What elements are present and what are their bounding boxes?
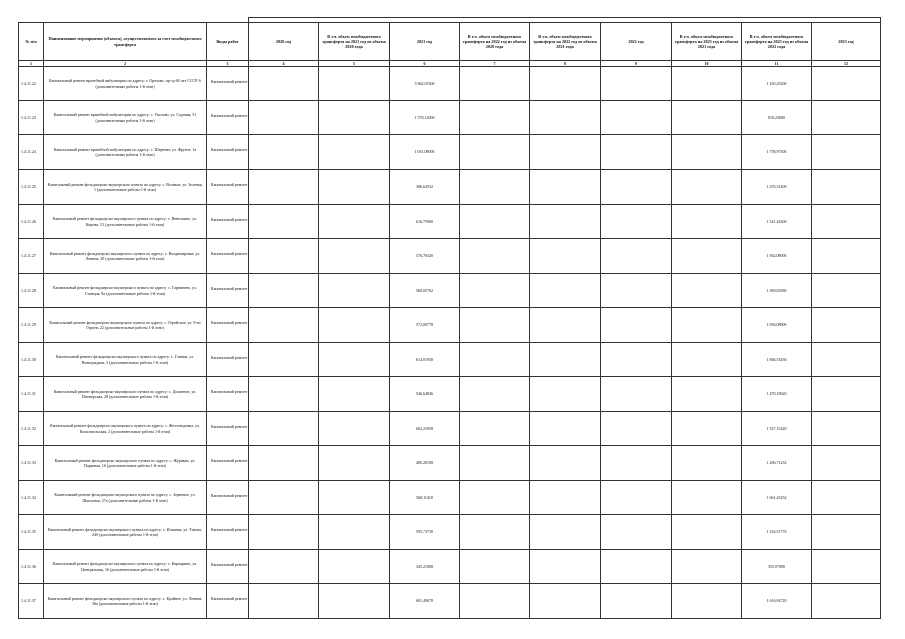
row-number: 1.4.11.32 (19, 412, 44, 446)
table-row (19, 412, 881, 446)
value-col5 (319, 274, 390, 308)
column-header-9: 2022 год (601, 23, 672, 61)
value-2022 (601, 584, 672, 619)
table-row (19, 239, 881, 274)
value-col11: 1 056,08000 (742, 308, 812, 343)
column-header-11: В т.ч. объем межбюджетного трансферта на 2023 год из объема 2022 года (742, 23, 812, 61)
value-col7 (460, 205, 530, 239)
value-2020 (249, 135, 319, 170)
value-col11: 1 758,97300 (742, 135, 812, 170)
value-2021: 595,73730 (390, 515, 460, 550)
value-col10 (672, 101, 742, 135)
row-number: 1.4.11.31 (19, 377, 44, 412)
value-2023 (812, 412, 881, 446)
value-2022 (601, 481, 672, 515)
value-2020 (249, 550, 319, 584)
table-row (19, 481, 881, 515)
value-col7 (460, 274, 530, 308)
value-col5 (319, 412, 390, 446)
value-2022 (601, 308, 672, 343)
value-2023 (812, 446, 881, 481)
table-body (19, 67, 881, 619)
value-col5 (319, 446, 390, 481)
value-2020 (249, 515, 319, 550)
value-2021: 400,20108 (390, 446, 460, 481)
value-col7 (460, 67, 530, 101)
value-col11: 1 527,15420 (742, 412, 812, 446)
work-type: Капитальный ремонт (207, 584, 249, 619)
value-col5 (319, 515, 390, 550)
value-2022 (601, 412, 672, 446)
value-2020 (249, 170, 319, 205)
value-2021: 602,21058 (390, 412, 460, 446)
value-col10 (672, 412, 742, 446)
value-2023 (812, 101, 881, 135)
table-row (19, 170, 881, 205)
value-2020 (249, 239, 319, 274)
value-col10 (672, 67, 742, 101)
value-col10 (672, 170, 742, 205)
value-col10 (672, 481, 742, 515)
value-col10 (672, 239, 742, 274)
table-row (19, 274, 881, 308)
value-col8 (530, 584, 601, 619)
column-number-1: 1 (19, 61, 44, 67)
value-2022 (601, 135, 672, 170)
value-2023 (812, 550, 881, 584)
value-col10 (672, 550, 742, 584)
work-type: Капитальный ремонт (207, 343, 249, 377)
value-col10 (672, 515, 742, 550)
value-col10 (672, 135, 742, 170)
column-number-8: 8 (530, 61, 601, 67)
value-col11: 1 562,08000 (742, 239, 812, 274)
value-col8 (530, 274, 601, 308)
value-2023 (812, 515, 881, 550)
measure-name: Капитальный ремонт фельдшерско-акушерского пункта по адресу: с. Долинное, ул. Пионерская, 28 (дополнительные работы 1-й этап) (44, 377, 207, 412)
row-number: 1.4.11.26 (19, 205, 44, 239)
measure-name: Капитальный ремонт фельдшерско-акушерского пункта по адресу: с. Венелкино, ул. Кирова, 51 (дополнительные работы 1-й этап) (44, 205, 207, 239)
value-2021: 576,76320 (390, 239, 460, 274)
value-2021: 386,64532 (390, 170, 460, 205)
column-header-3: Виды работ (207, 23, 249, 61)
work-type: Капитальный ремонт (207, 101, 249, 135)
value-2022 (601, 101, 672, 135)
column-header-6: 2021 год (390, 23, 460, 61)
table-row (19, 377, 881, 412)
value-col11: 1 541,44300 (742, 205, 812, 239)
value-col5 (319, 135, 390, 170)
work-type: Капитальный ремонт (207, 135, 249, 170)
column-header-1: № п/п (19, 23, 44, 61)
value-col8 (530, 412, 601, 446)
row-number: 1.4.11.24 (19, 135, 44, 170)
value-col8 (530, 101, 601, 135)
row-number: 1.4.11.27 (19, 239, 44, 274)
table-row (19, 135, 881, 170)
column-number-6: 6 (390, 61, 460, 67)
work-type: Капитальный ремонт (207, 446, 249, 481)
value-2021: 572,00778 (390, 308, 460, 343)
column-number-11: 11 (742, 61, 812, 67)
column-header-4: 2020 год (249, 23, 319, 61)
value-col11: 355,07080 (742, 550, 812, 584)
value-col11: 1 846,53436 (742, 343, 812, 377)
value-col8 (530, 205, 601, 239)
value-col11: 1 369,03580 (742, 274, 812, 308)
value-col5 (319, 343, 390, 377)
value-2023 (812, 205, 881, 239)
value-2022 (601, 274, 672, 308)
work-type: Капитальный ремонт (207, 274, 249, 308)
value-col10 (672, 205, 742, 239)
value-2023 (812, 239, 881, 274)
value-2022 (601, 377, 672, 412)
value-col11: 1 616,94720 (742, 584, 812, 619)
value-2020 (249, 205, 319, 239)
measure-name: Капитальный ремонт врачебной амбулатории по адресу: с. Шеремет, ул. Фрунзе, 1а (дополнительные работы 1-й этап) (44, 135, 207, 170)
measure-name: Капитальный ремонт фельдшерско-акушерского пункта по адресу: с. Желтоводовка, ул. Комсомольская, 2 (дополнительные работы 1-й этап) (44, 412, 207, 446)
row-number: 1.4.11.23 (19, 101, 44, 135)
value-2022 (601, 446, 672, 481)
column-header-12: 2023 год (812, 23, 881, 61)
value-col5 (319, 584, 390, 619)
value-col8 (530, 135, 601, 170)
row-number: 1.4.11.22 (19, 67, 44, 101)
value-col10 (672, 584, 742, 619)
value-col5 (319, 101, 390, 135)
value-2020 (249, 274, 319, 308)
value-col5 (319, 550, 390, 584)
table-row (19, 550, 881, 584)
value-col11: 1 165,25200 (742, 67, 812, 101)
column-number-7: 7 (460, 61, 530, 67)
value-2022 (601, 343, 672, 377)
value-2021: 568,11418 (390, 481, 460, 515)
value-2022 (601, 239, 672, 274)
value-col7 (460, 101, 530, 135)
measure-name: Капитальный ремонт фельдшерско-акушерского пункта по адресу: с. Зерновое, ул. Школьная, 27а (дополнительные работы 1-й этап) (44, 481, 207, 515)
table-row (19, 205, 881, 239)
value-col10 (672, 377, 742, 412)
value-2023 (812, 584, 881, 619)
column-number-12: 12 (812, 61, 881, 67)
value-col10 (672, 446, 742, 481)
table-row (19, 101, 881, 135)
value-2020 (249, 412, 319, 446)
value-col5 (319, 205, 390, 239)
value-2021: 616,75900 (390, 205, 460, 239)
value-2023 (812, 377, 881, 412)
column-number-2: 2 (44, 61, 207, 67)
value-col7 (460, 135, 530, 170)
value-col8 (530, 550, 601, 584)
value-col8 (530, 67, 601, 101)
column-header-2: Наименование мероприятия (объекта), осуществляемого за счет межбюджетного трансферта (44, 23, 207, 61)
value-col5 (319, 239, 390, 274)
row-number: 1.4.11.28 (19, 274, 44, 308)
value-col11: 1 661,43252 (742, 481, 812, 515)
row-number: 1.4.11.34 (19, 481, 44, 515)
column-number-3: 3 (207, 61, 249, 67)
value-col11: 1 255,31400 (742, 170, 812, 205)
value-col7 (460, 170, 530, 205)
table-row (19, 67, 881, 101)
value-2022 (601, 550, 672, 584)
value-2023 (812, 481, 881, 515)
row-number: 1.4.11.33 (19, 446, 44, 481)
measure-name: Капитальный ремонт фельдшерско-акушерского пункта по адресу: с. Кирьярино, ул. Центральная, 16 (дополнительные работы 1-й этап) (44, 550, 207, 584)
value-col7 (460, 515, 530, 550)
value-col8 (530, 377, 601, 412)
value-col7 (460, 550, 530, 584)
value-col7 (460, 343, 530, 377)
value-col7 (460, 481, 530, 515)
column-header-7: В т.ч. объем межбюджетного трансферта на 2022 год из объема 2020 года (460, 23, 530, 61)
work-type: Капитальный ремонт (207, 170, 249, 205)
column-header-5: В т.ч. объем межбюджетного трансферта на 2021 год из объема 2020 года (319, 23, 390, 61)
value-col11: 810,23600 (742, 101, 812, 135)
measure-name: Капитальный ремонт фельдшерско-акушерского пункта по адресу: с. Владимировка, ул. Ленина, 20 (дополнительные работы 1-й этап) (44, 239, 207, 274)
measure-name: Капитальный ремонт фельдшерско-акушерского пункта по адресу: с. Крайнее, ул. Ленина, 36а (дополнительные работы 1-й этап) (44, 584, 207, 619)
measure-name: Капитальный ремонт фельдшерско-акушерского пункта по адресу: с. Геройское, ул. 9-ти Героев, 22 (дополнительные работы 1-й этап) (44, 308, 207, 343)
measure-name: Капитальный ремонт врачебной амбулатории по адресу: г. Орехово, пр-зд 60 лет СССР, 6 (дополнительные работы 1-й этап) (44, 67, 207, 101)
value-col8 (530, 308, 601, 343)
value-2020 (249, 67, 319, 101)
value-2023 (812, 67, 881, 101)
work-type: Капитальный ремонт (207, 67, 249, 101)
value-col7 (460, 446, 530, 481)
table-row (19, 515, 881, 550)
measure-name: Капитальный ремонт врачебной амбулатории по адресу: с. Уколово, ул. Садовая, 51 (дополнительные работы 1-й этап) (44, 101, 207, 135)
value-2023 (812, 170, 881, 205)
value-2020 (249, 584, 319, 619)
work-type: Капитальный ремонт (207, 308, 249, 343)
value-2020 (249, 446, 319, 481)
work-type: Капитальный ремонт (207, 515, 249, 550)
value-2023 (812, 274, 881, 308)
value-2022 (601, 67, 672, 101)
row-number: 1.4.11.36 (19, 550, 44, 584)
value-col8 (530, 481, 601, 515)
table-row (19, 308, 881, 343)
column-number-10: 10 (672, 61, 742, 67)
measure-name: Капитальный ремонт фельдшерско-акушерского пункта по адресу: с. Глинки, ул. Виноградная, 3 (дополнительные работы 1-й этап) (44, 343, 207, 377)
column-header-10: В т.ч. объем межбюджетного трансферта на 2023 год из объема 2021 года (672, 23, 742, 61)
column-number-4: 4 (249, 61, 319, 67)
table-row (19, 446, 881, 481)
value-2020 (249, 481, 319, 515)
row-number: 1.4.11.25 (19, 170, 44, 205)
value-col8 (530, 239, 601, 274)
value-col8 (530, 343, 601, 377)
work-type: Капитальный ремонт (207, 412, 249, 446)
value-col5 (319, 481, 390, 515)
value-2021: 1 570,12000 (390, 101, 460, 135)
work-type: Капитальный ремонт (207, 205, 249, 239)
value-2023 (812, 343, 881, 377)
value-2023 (812, 308, 881, 343)
value-col5 (319, 377, 390, 412)
measure-name: Капитальный ремонт фельдшерско-акушерского пункта по адресу: с. Ильинка, ул. Титова, 24б (дополнительные работы 1-й этап) (44, 515, 207, 550)
value-col5 (319, 67, 390, 101)
value-2020 (249, 308, 319, 343)
value-2022 (601, 515, 672, 550)
work-type: Капитальный ремонт (207, 377, 249, 412)
value-col8 (530, 515, 601, 550)
value-col11: 1 206,71232 (742, 446, 812, 481)
value-2020 (249, 101, 319, 135)
measure-name: Капитальный ремонт фельдшерско-акушерского пункта по адресу: с. Журавли, ул. Парковая, 16 (дополнительные работы 1-й этап) (44, 446, 207, 481)
value-2021: 1 051,08000 (390, 135, 460, 170)
value-2023 (812, 135, 881, 170)
budget-table (18, 17, 881, 619)
row-number: 1.4.11.30 (19, 343, 44, 377)
work-type: Капитальный ремонт (207, 550, 249, 584)
value-col8 (530, 170, 601, 205)
value-col10 (672, 274, 742, 308)
value-col5 (319, 308, 390, 343)
value-2021: 345,21008 (390, 550, 460, 584)
value-2021: 546,64846 (390, 377, 460, 412)
value-2021: 601,49678 (390, 584, 460, 619)
value-col11: 1 470,19620 (742, 377, 812, 412)
row-number: 1.4.11.37 (19, 584, 44, 619)
value-2020 (249, 343, 319, 377)
value-col5 (319, 170, 390, 205)
value-col10 (672, 343, 742, 377)
table-row (19, 343, 881, 377)
value-2022 (601, 205, 672, 239)
row-number: 1.4.11.29 (19, 308, 44, 343)
work-type: Капитальный ремонт (207, 481, 249, 515)
value-col10 (672, 308, 742, 343)
value-col7 (460, 377, 530, 412)
header-row (19, 23, 881, 61)
measure-name: Капитальный ремонт фельдшерско-акушерского пункта по адресу: с. Гарнинево, ул. Станция, 8а (дополнительные работы 1-й этап) (44, 274, 207, 308)
value-2022 (601, 170, 672, 205)
value-col7 (460, 584, 530, 619)
value-col7 (460, 308, 530, 343)
column-number-5: 5 (319, 61, 390, 67)
value-col7 (460, 412, 530, 446)
measure-name: Капитальный ремонт фельдшерско-акушерского пункта по адресу: с. Великое, ул. Зеленая, 1 (дополнительные работы 1-й этап) (44, 170, 207, 205)
value-2021: 3 962,05300 (390, 67, 460, 101)
column-header-8: В т.ч. объем межбюджетного трансферта на 2022 год из объема 2021 года (530, 23, 601, 61)
value-2021: 560,05702 (390, 274, 460, 308)
work-type: Капитальный ремонт (207, 239, 249, 274)
value-col11: 1 163,51776 (742, 515, 812, 550)
row-number: 1.4.11.35 (19, 515, 44, 550)
value-col7 (460, 239, 530, 274)
value-2021: 614,01938 (390, 343, 460, 377)
table-row (19, 584, 881, 619)
value-col8 (530, 446, 601, 481)
value-2020 (249, 377, 319, 412)
column-number-9: 9 (601, 61, 672, 67)
